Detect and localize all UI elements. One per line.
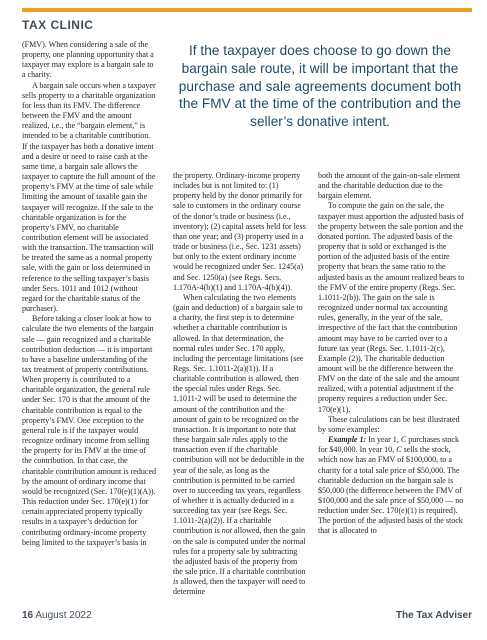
- paragraph: These calculations can be best illustrated by some examples:: [318, 414, 460, 434]
- taxpayer-variable: C: [396, 445, 402, 455]
- text-run: allowed, then the gain on the sale is computed under the normal rules for a property sale by subtracting the adjusted basis of the property from the sale price. If a charitable contribution: [173, 526, 306, 577]
- paragraph: A bargain sale occurs when a taxpayer sells property to a charitable organization for less than its FMV. The difference between the FMV and the amount realized, i.e., the “bargain element,” is intended to be a charitable contribution. If the taxpayer has both a donative intent and a desire or need to raise cash at the same time, a bargain sale allows the taxpayer to capture the full amount of the property’s FMV at the time of sale while limiting the amount of taxable gain the taxpayer will recognize. If the sale to the charitable organization is for the property’s FMV, no charitable contribution element will be associated with the transaction. The transaction will be treated the same as a normal property sale, with the gain or loss determined in reference to the selling taxpayer’s basis under Secs. 1011 and 1012 (without regard for the charitable status of the purchaser).: [22, 80, 156, 314]
- page-header: [22, 8, 472, 32]
- text-run: purchases stock for $40,000. In year 10,: [318, 435, 459, 455]
- text-run: In year 1,: [366, 435, 401, 445]
- text-run: allowed, then the taxpayer will need to determine: [173, 577, 306, 597]
- taxpayer-variable: C: [400, 435, 407, 445]
- paragraph: [173, 293, 306, 598]
- paragraph: (FMV). When considering a sale of the property, one planning opportunity that a taxpayer may explore is a bargain sale to a charity.: [22, 40, 154, 80]
- page-number: 16: [22, 610, 34, 621]
- column-middle: [173, 171, 306, 598]
- page-footer: [22, 610, 472, 621]
- pull-quote: If the taxpayer does choose to go down the bargain sale route, it will be important that the purchase and sale agreements document both the FMV at the time of the contribution and the seller’s donative intent.: [178, 43, 462, 130]
- column-left: [22, 40, 157, 548]
- magazine-name: The Tax Adviser: [395, 610, 472, 621]
- paragraph: To compute the gain on the sale, the taxpayer must apportion the adjusted basis of the property between the sale portion and the donated portion. The adjusted basis of the property that is sold or exchanged is the portion of the adjusted basis of the entire property that bears the same ratio to the adjusted basis as the amount realized bears to the FMV of the entire property (Regs. Sec. 1.1011-2(b)). The gain on the sale is recognized under normal tax accounting rules, generally, in the year of the sale, irrespective of the fact that the contribution amount may have to be carried over to a future tax year (Regs. Sec. 1.1011-2(c), Example (2)). The charitable deduction amount will be the difference between the FMV on the date of the sale and the amount realized, with a potential adjustment if the property requires a reduction under Sec. 170(e)(1).: [318, 201, 465, 414]
- section-title: TAX CLINIC: [22, 18, 94, 32]
- text-run: sells the stock, which now has an FMV of $100,000, to a charity for a total sale price of $50,000. The charitable deduction on the bargain sale is $50,000 (the difference between the FMV of $100,000 and the sale price of $50,000 — no reduction under Sec. 170(e)(1) is required). The portion of the adjusted basis of the stock that is allocated to: [318, 445, 464, 536]
- paragraph: the property. Ordinary-income property includes but is not limited to: (1) property held by the donor primarily for sale to customers in the ordinary course of the donor’s trade or business (i.e., inventory); (2) capital assets held for less than one year; and (3) property used in a trade or business (i.e., Sec. 1231 assets) but only to the extent ordinary income would be recognized under Sec. 1245(a) and Sec. 1250(a) (see Regs. Secs. 1.170A-4(b)(1) and 1.170A-4(b)(4)).: [173, 171, 306, 292]
- issue-date: August 2022: [35, 610, 92, 621]
- paragraph: Before taking a closer look at how to calculate the two elements of the bargain sale — gain recognized and a charitable contribution deduction — it is important to have a baseline understanding of the tax treatment of property contributions. When property is contributed to a charitable organization, the general rule under Sec. 170 is that the amount of the charitable contribution is equal to the property’s FMV. One exception to the general rule is if the taxpayer would recognize ordinary income from selling the property for its FMV at the time of the contribution. In that case, the charitable contribution amount is reduced by the amount of ordinary income that would be recognized (Sec. 170(e)(1)(A)). This reduction under Sec. 170(e)(1) for certain appreciated property typically results in a taxpayer’s deduction for contributing ordinary-income property being limited to the taxpayer’s basis in: [22, 314, 157, 547]
- paragraph: both the amount of the gain-on-sale element and the charitable deduction due to the bargain element.: [318, 171, 461, 201]
- example-paragraph: [318, 435, 465, 537]
- example-label: Example 1:: [328, 435, 367, 445]
- text-run: When calculating the two elements (gain and deduction) of a bargain sale to a charity, the first step is to determine whether a charitable contribution is allowed. In that determination, the normal rules under Sec. 170 apply, including the percentage limitations (see Regs. Sec. 1.1011-2(a)(1)). If a charitable contribution is allowed, then the special rules under Regs. Sec. 1.1011-2 will be used to determine the amount of the contribution and the amount of gain to be recognized on the transaction. It is important to note that these bargain sale rules apply to the transaction even if the charitable contribution will not be deductible in the year of the sale, as long as the contribution is permitted to be carried over to succeeding tax years, regardless of whether it is actually deducted in a succeeding tax year (see Regs. Sec. 1.1011-2(a)(2)). If a charitable contribution is: [173, 292, 305, 536]
- column-right: [318, 171, 465, 537]
- emphasis-is: is: [173, 577, 179, 587]
- emphasis-not: not: [221, 526, 233, 536]
